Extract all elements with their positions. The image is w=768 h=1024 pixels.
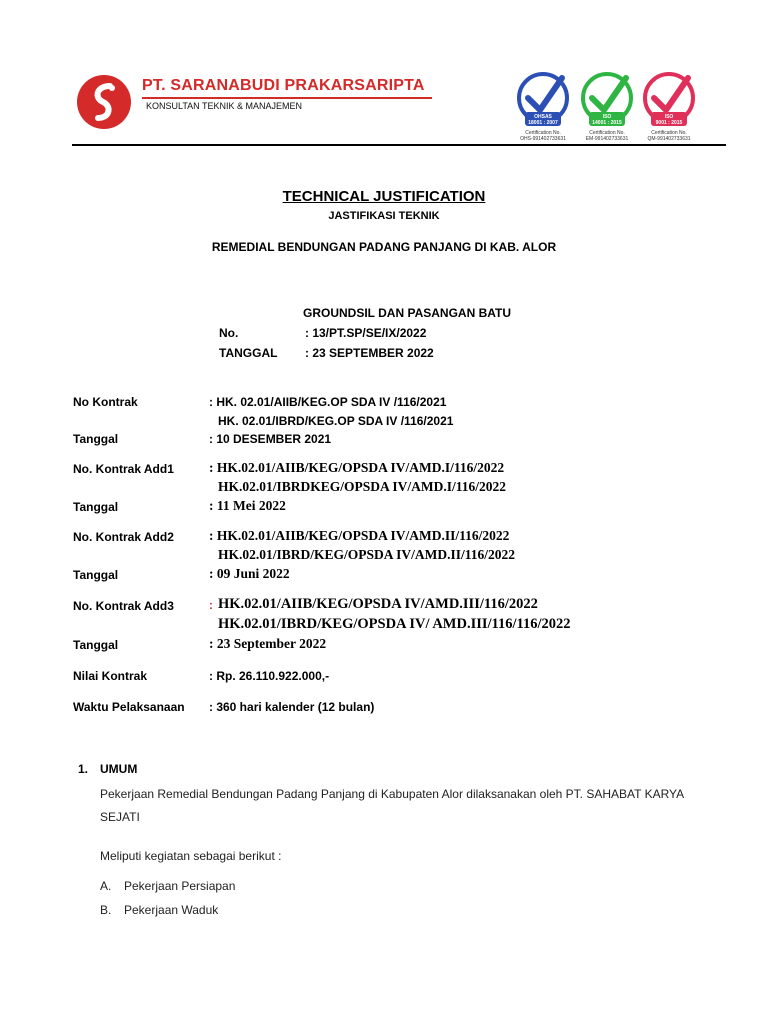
list-item: Pekerjaan Waduk (124, 903, 219, 917)
no-kontrak-value-1: : HK. 02.01/AIIB/KEG.OP SDA IV /116/2021 (209, 395, 447, 409)
add1-value-1: : HK.02.01/AIIB/KEG/OPSDA IV/AMD.I/116/2022 (209, 460, 505, 475)
section-heading: UMUM (100, 762, 138, 776)
company-subtitle: KONSULTAN TEKNIK & MANAJEMEN (146, 101, 303, 111)
tanggal-value-3: : 09 Juni 2022 (209, 566, 290, 581)
no-kontrak-label: No Kontrak (73, 395, 138, 409)
cert-label: Certification No. (589, 130, 625, 136)
add3-label: No. Kontrak Add3 (73, 599, 174, 613)
section-title: GROUNDSIL DAN PASANGAN BATU (303, 306, 512, 320)
iso14001-cert-badge (580, 70, 634, 144)
company-logo (76, 74, 132, 130)
cert-standard: 14001 : 2015 (592, 120, 622, 126)
tanggal-label: Tanggal (73, 568, 119, 582)
no-kontrak-value-2: HK. 02.01/IBRD/KEG.OP SDA IV /116/2021 (218, 414, 454, 428)
waktu-pelaksanaan-label: Waktu Pelaksanaan (73, 700, 185, 714)
list-marker: A. (100, 879, 112, 893)
doc-number-value: : 13/PT.SP/SE/IX/2022 (305, 326, 427, 340)
add3-colon: : (209, 598, 213, 612)
cert-name: ISO (664, 114, 674, 120)
add3-value-1: HK.02.01/AIIB/KEG/OPSDA IV/AMD.III/116/2022 (218, 596, 538, 612)
add2-value-2: HK.02.01/IBRD/KEG/OPSDA IV/AMD.II/116/2022 (218, 547, 516, 562)
list-marker: B. (100, 903, 112, 917)
cert-name: ISO (602, 114, 612, 120)
nilai-kontrak-label: Nilai Kontrak (73, 669, 148, 683)
iso9001-cert-badge (642, 70, 696, 144)
paragraph-line-2: SEJATI (100, 810, 140, 824)
add1-label: No. Kontrak Add1 (73, 462, 174, 476)
add2-label: No. Kontrak Add2 (73, 530, 174, 544)
cert-label: Certification No. (525, 130, 561, 136)
doc-number-label: No. (219, 326, 239, 340)
waktu-pelaksanaan-value: : 360 hari kalender (12 bulan) (209, 700, 375, 714)
tanggal-value-2: : 11 Mei 2022 (209, 498, 286, 513)
nilai-kontrak-value: : Rp. 26.110.922.000,- (209, 669, 330, 683)
company-name: PT. SARANABUDI PRAKARSARIPTA (142, 77, 425, 94)
tanggal-label: Tanggal (73, 432, 119, 446)
cert-name: OHSAS (534, 114, 552, 120)
paragraph-intro: Meliputi kegiatan sebagai berikut : (100, 849, 282, 863)
document-subtitle: JASTIFIKASI TEKNIK (328, 210, 440, 222)
cert-number: QM-991402733631 (647, 136, 691, 142)
tanggal-label: Tanggal (73, 638, 119, 652)
add2-value-1: : HK.02.01/AIIB/KEG/OPSDA IV/AMD.II/116/2022 (209, 528, 510, 543)
project-title: REMEDIAL BENDUNGAN PADANG PANJANG DI KAB. ALOR (211, 240, 557, 254)
ohsas-cert-badge (516, 70, 570, 144)
doc-date-label: TANGGAL (219, 346, 278, 360)
company-rule (142, 97, 432, 99)
tanggal-value-1: : 10 DESEMBER 2021 (209, 432, 332, 446)
doc-date-value: : 23 SEPTEMBER 2022 (305, 346, 434, 360)
cert-label: Certification No. (651, 130, 687, 136)
paragraph-line-1: Pekerjaan Remedial Bendungan Padang Panjang di Kabupaten Alor dilaksanakan oleh PT. SAHABAT KARYA (100, 787, 685, 801)
add1-value-2: HK.02.01/IBRDKEG/OPSDA IV/AMD.I/116/2022 (218, 479, 507, 494)
header-divider (72, 144, 726, 146)
cert-number: OHS-991402733631 (520, 136, 566, 142)
cert-standard: 9001 : 2015 (655, 120, 683, 126)
tanggal-label: Tanggal (73, 500, 119, 514)
tanggal-value-4: : 23 September 2022 (209, 636, 327, 651)
cert-number: EM-991402733631 (585, 136, 629, 142)
heading-number: 1. (78, 762, 89, 776)
list-item: Pekerjaan Persiapan (124, 879, 236, 893)
document-title: TECHNICAL JUSTIFICATION (282, 188, 486, 205)
add3-value-2: HK.02.01/IBRD/KEG/OPSDA IV/ AMD.III/116/116/2022 (218, 616, 571, 632)
cert-standard: 18001 : 2007 (528, 120, 558, 126)
